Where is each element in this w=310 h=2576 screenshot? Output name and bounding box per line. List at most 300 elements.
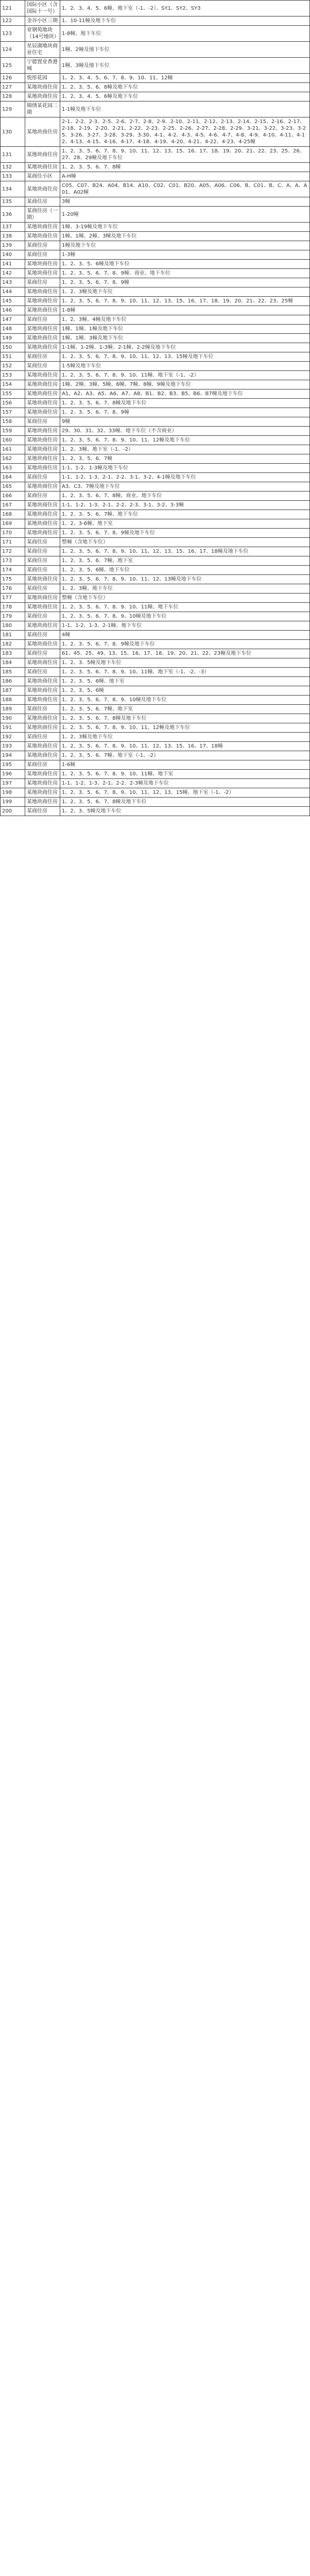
coverage-scope: 1、2、3幢、4幢及地下车位 [60,315,310,325]
row-number: 175 [1,575,25,584]
coverage-scope: 1、2、3、5、6、7、8、9、10、11、12、13、15幢、地下室（-1、-2） [60,788,310,798]
table-row [1,464,310,473]
coverage-scope: 1-1、1-2、1-3、2-1、2-2、2-3幢及地下车位 [60,779,310,788]
table-row [1,519,310,529]
row-number: 132 [1,163,25,172]
project-name: 某地块商住房 [25,742,60,751]
project-name: 某地块商住房 [25,464,60,473]
coverage-scope: 1、2、3、5、6幢、地下室 [60,677,310,686]
coverage-scope: 61、45、25、49、13、15、16、17、18、19、20、21、22、23幢及地下车位 [60,649,310,658]
row-number: 124 [1,42,25,58]
project-name: 某商住房 [25,584,60,594]
project-name: 悦彤花园 [25,74,60,83]
row-number: 123 [1,26,25,42]
coverage-scope: 1、2、3、5、6、7、8、9幢 [60,278,310,287]
table-row [1,631,310,640]
row-number: 140 [1,250,25,260]
row-number: 150 [1,343,25,352]
row-number: 170 [1,529,25,538]
coverage-scope: 29、30、31、32、33幢、地下车位（不含商业） [60,427,310,436]
project-name: 某商住房 [25,547,60,556]
coverage-scope: 1、2、3、5幢及地下车位 [60,807,310,816]
project-name: 某地块商住房 [25,343,60,352]
table-row [1,250,310,260]
project-name: 某地块商住房 [25,260,60,269]
project-name: 金谷小区三期 [25,16,60,26]
project-name: 某地块商住房 [25,658,60,668]
table-row [1,742,310,751]
row-number: 139 [1,241,25,250]
table-row [1,640,310,649]
row-number: 153 [1,371,25,380]
row-number: 138 [1,232,25,241]
table-body [1,1,310,816]
row-number: 182 [1,640,25,649]
coverage-scope: 1、2、3、5、6、7、8、9、10、11幢、地下室（-1、-2、-3） [60,668,310,677]
table-row [1,594,310,603]
project-name: 某商住房 [25,197,60,207]
row-number: 160 [1,436,25,445]
coverage-scope: 1、2、3、5、6、7、8、9、10、11幢、地下车位 [60,603,310,612]
row-number: 163 [1,464,25,473]
table-row [1,770,310,779]
project-name: 某地块商住房 [25,640,60,649]
coverage-scope: 1-1幢及地下车位 [60,101,310,117]
coverage-scope: 1、2、3、5幢及地下车位 [60,658,310,668]
table-row [1,445,310,454]
row-number: 151 [1,352,25,362]
coverage-scope: 1、2、3、5、6、7、8、9、10、11、12、13、15、16、17、18幢及地下车位 [60,547,310,556]
coverage-scope: 1、2、3、5、6、7幢、地下车位 [60,510,310,519]
row-number: 179 [1,612,25,621]
table-row [1,529,310,538]
table-row [1,278,310,287]
row-number: 157 [1,408,25,417]
table-row [1,492,310,501]
table-row [1,232,310,241]
row-number: 127 [1,83,25,92]
table-row [1,42,310,58]
coverage-scope: 1-1、1-2、1-3、2-1幢、地下车位 [60,621,310,631]
row-number: 192 [1,733,25,742]
coverage-scope: 1幢及地下车位 [60,241,310,250]
project-name: 某地块商住房 [25,788,60,798]
table-row [1,807,310,816]
project-name: 某地块商住房 [25,306,60,315]
coverage-scope: 1幢、2幢及地下车位 [60,42,310,58]
row-number: 148 [1,325,25,334]
table-row [1,408,310,417]
coverage-scope: 2-1、2-2、2-3、2-5、2-6、2-7、2-8、2-9、2-10、2-11、2-12、2-13、2-14、2-15、2-16、2-17、2-18、2-19、2-20、2-21、2-22、2-23、2-25、2-26、2-27、2-28、2-29、3-21、3-22、3-23、3-25、3-26、3-27、3-28、3-29、3-30、4-1、4-2、4-3、4-5、4-6、4-7、4-8、4-9、4-10、4-11、4-12、4-13、4-15、4-16、4-17、4-18、4-19、4-20、4-21、4-22、4-23、4-25幢 [60,117,310,147]
project-name: 某商住房 [25,807,60,816]
project-name: 某地块商住房 [25,686,60,696]
table-row [1,547,310,556]
table-row [1,510,310,519]
row-number: 158 [1,417,25,427]
table-row [1,58,310,74]
coverage-scope: 1幢、1幢、1幢及地下车位 [60,325,310,334]
coverage-scope: 1幢、3幢及地下车位 [60,58,310,74]
coverage-scope: 1、2、3、5、6、7、8、9幢、商业、地下车位 [60,269,310,278]
table-row [1,686,310,696]
coverage-scope: A1、A2、A3、A5、A6、A7、A8、B1、B2、B3、B5、B6、B7幢及地下车位 [60,389,310,399]
project-name: 国际小区（含国际十一号） [25,1,60,16]
row-number: 187 [1,686,25,696]
project-name: 某商住房 [25,760,60,770]
row-number: 197 [1,779,25,788]
project-name: 某地块商住房 [25,380,60,389]
table-row [1,181,310,197]
project-name: 某商住房 [25,566,60,575]
project-name: 某地块商住房 [25,287,60,297]
coverage-scope: 1、2、3、5、6幢及地下车位 [60,260,310,269]
coverage-scope: 1、2、3、5、6、7、8、9、10、11、12幢及地下车位 [60,723,310,733]
coverage-scope: A3、C3、7幢及地下车位 [60,482,310,492]
project-name: 某商住房 [25,362,60,371]
coverage-scope: 1、2、3、5、6、7幢、地下室 [60,556,310,566]
row-number: 189 [1,705,25,714]
coverage-scope: 1-1、1-2、1-3、2-1、2-2、2-3、3-1、3-2、3-3幢 [60,501,310,510]
project-name: 某商住房 [25,705,60,714]
project-name: 某地块商住房 [25,696,60,705]
row-number: 149 [1,334,25,343]
table-row [1,473,310,482]
row-number: 145 [1,297,25,306]
table-row [1,677,310,686]
table-row [1,297,310,306]
row-number: 144 [1,287,25,297]
project-name: 某地块商住房 [25,798,60,807]
table-row [1,223,310,232]
project-name: 某地块商住房 [25,147,60,163]
table-row [1,658,310,668]
row-number: 164 [1,473,25,482]
coverage-scope: 1-8幢、地下车位 [60,26,310,42]
table-row [1,668,310,677]
project-name: 某商住房 [25,492,60,501]
coverage-scope: 1、2、3幢及地下车位 [60,733,310,742]
coverage-scope: 1、2、3、5、6、7、8幢及地下车位 [60,798,310,807]
table-row [1,172,310,181]
project-name: 某地块商住房 [25,445,60,454]
table-row [1,566,310,575]
row-number: 143 [1,278,25,287]
row-number: 168 [1,510,25,519]
table-row [1,723,310,733]
row-number: 183 [1,649,25,658]
table-row [1,380,310,389]
row-number: 154 [1,380,25,389]
row-number: 196 [1,770,25,779]
project-name: 某地块商住房 [25,454,60,464]
table-row [1,454,310,464]
coverage-scope: 整幢（含地下车位） [60,538,310,547]
project-name: 某地块商住房 [25,501,60,510]
coverage-scope: 1-20幢 [60,207,310,223]
project-name: 某地块商住房 [25,510,60,519]
coverage-scope: 1、2、3、5、6、7、8、9、10幢及地下车位 [60,696,310,705]
table-row [1,779,310,788]
row-number: 191 [1,723,25,733]
coverage-scope: 1、2、3、5、6、7、8、9、10、11、12幢及地下车位 [60,436,310,445]
table-row [1,207,310,223]
row-number: 172 [1,547,25,556]
row-number: 152 [1,362,25,371]
row-number: 161 [1,445,25,454]
coverage-scope: 1、2、3、5、6、7、8、9、10、11、12、13、15、16、17、18幢 [60,742,310,751]
project-name: 某地块商住房 [25,779,60,788]
coverage-scope: 1-1幢、1-2幢、1-3幢、2-1幢、2-2幢及地下车位 [60,343,310,352]
project-name: 某商住房 [25,649,60,658]
row-number: 185 [1,668,25,677]
table-row [1,556,310,566]
project-name: 某地块商住房 [25,399,60,408]
row-number: 194 [1,751,25,760]
table-row [1,584,310,594]
project-name: 某地块商住房 [25,334,60,343]
row-number: 169 [1,519,25,529]
table-row [1,751,310,760]
table-row [1,621,310,631]
project-name: 某地块商住房 [25,181,60,197]
row-number: 178 [1,603,25,612]
project-name: 某商住房 [25,250,60,260]
row-number: 146 [1,306,25,315]
row-number: 126 [1,74,25,83]
coverage-scope: 1-6幢 [60,760,310,770]
project-name: 某商住房 [25,538,60,547]
table-row [1,241,310,250]
table-row [1,714,310,723]
coverage-scope: 1幢、1幢、2幢、3幢及地下车位 [60,232,310,241]
table-row [1,1,310,16]
table-row [1,603,310,612]
coverage-scope: 1、2、3、5、6、7、8、9、10、11、12、13、15、16、17、18、19、20、21、22、23、25、26、27、28、29幢及地下车位 [60,147,310,163]
table-row [1,325,310,334]
project-name: 某地块商住房 [25,621,60,631]
table-row [1,260,310,269]
table-row [1,315,310,325]
table-row [1,538,310,547]
project-list-table [0,0,310,816]
row-number: 174 [1,566,25,575]
coverage-scope: 1、2、3、4、5、6幢及地下车位 [60,92,310,101]
coverage-scope: 1、2、3、5、6、7、8、9幢及地下车位 [60,640,310,649]
row-number: 199 [1,798,25,807]
table-row [1,733,310,742]
coverage-scope: 1、2、3幢及地下车位 [60,287,310,297]
project-name: 某地块商住房 [25,482,60,492]
row-number: 176 [1,584,25,594]
coverage-scope: 1、2、3、5、6、7幢、地下室（-1、-2） [60,751,310,760]
table-row [1,16,310,26]
project-name: 某商住房（一期） [25,207,60,223]
table-row [1,389,310,399]
coverage-scope: 1、10-11幢及地下车位 [60,16,310,26]
table-row [1,788,310,798]
row-number: 131 [1,147,25,163]
coverage-scope: 1、2、3、5、6、7、8、9幢 [60,408,310,417]
row-number: 155 [1,389,25,399]
coverage-scope: 1-8幢 [60,306,310,315]
coverage-scope: 1、2、3、5、6、7、8、9、10、11、12、13幢及地下车位 [60,575,310,584]
coverage-scope: 1、2、3、5、6、7、8、9、10、11、12、13、15、16、17、18、19、20、21、22、23、25幢 [60,297,310,306]
row-number: 128 [1,92,25,101]
row-number: 198 [1,788,25,798]
coverage-scope: 1-1、1-2、1-3幢及地下车位 [60,464,310,473]
coverage-scope: 1、2、3、5、6、7、8、9幢及地下车位 [60,529,310,538]
table-row [1,287,310,297]
project-name: 亚钢苑地块（14号地块） [25,26,60,42]
project-name: 某地块商住房 [25,603,60,612]
project-name: 某商住房 [25,278,60,287]
row-number: 141 [1,260,25,269]
row-number: 162 [1,454,25,464]
coverage-scope: 1幢、1幢、3幢及地下车位 [60,334,310,343]
row-number: 184 [1,658,25,668]
row-number: 129 [1,101,25,117]
coverage-scope: 1、2、3、5、6、7、8、9、10、11幢、地下室 [60,770,310,779]
row-number: 121 [1,1,25,16]
row-number: 165 [1,482,25,492]
coverage-scope: 1、2、3、5、6、7、8幢及地下车位 [60,399,310,408]
project-name: 某地块商住房 [25,436,60,445]
project-name: 某商住房 [25,352,60,362]
row-number: 177 [1,594,25,603]
table-row [1,74,310,83]
project-name: 某商住房 [25,612,60,621]
coverage-scope: 1、2、3、5、6幢、地下车位 [60,566,310,575]
table-row [1,612,310,621]
coverage-scope: 1、2、3幢、地下车位 [60,584,310,594]
coverage-scope: 整幢（含地下车位） [60,594,310,603]
table-row [1,197,310,207]
table-row [1,696,310,705]
table-row [1,427,310,436]
project-name: 某地块商住房 [25,723,60,733]
table-row [1,575,310,584]
coverage-scope: 1、2、3幢、地下室（-1、-2） [60,445,310,454]
project-name: 某地块商住房 [25,594,60,603]
coverage-scope: 1、2、3、5、6幢 [60,686,310,696]
coverage-scope: C05、C07、B24、A04、B14、A10、C02、C01、B20、A05、A06、C06、B、C01、B、C、A、A、A01、A02幢 [60,181,310,197]
table-row [1,482,310,492]
coverage-scope: 1、2、3、4、5、6幢、地下室（-1、-2）、SY1、SY2、SY3 [60,1,310,16]
table-row [1,436,310,445]
coverage-scope: 9幢 [60,417,310,427]
coverage-scope: 1、2、3、5、6、7、8幢、商业、地下车位 [60,492,310,501]
row-number: 167 [1,501,25,510]
row-number: 134 [1,181,25,197]
row-number: 137 [1,223,25,232]
coverage-scope: A-H幢 [60,172,310,181]
table-row [1,501,310,510]
row-number: 142 [1,269,25,278]
project-name: 某商住房 [25,556,60,566]
row-number: 147 [1,315,25,325]
project-name: 某地块商住房 [25,163,60,172]
row-number: 200 [1,807,25,816]
row-number: 190 [1,714,25,723]
project-name: 某地块商住房 [25,389,60,399]
coverage-scope: 1、2、3、5、6、7、8、9、10、11幢、地下室（-1、-2） [60,371,310,380]
project-name: 某地块商住房 [25,325,60,334]
project-name: 某商住房 [25,315,60,325]
coverage-scope: 1、2、3、5、6、7幢 [60,454,310,464]
row-number: 186 [1,677,25,686]
project-name: 某地块商住房 [25,83,60,92]
project-name: 某地块商住房 [25,519,60,529]
project-name: 某地块商住房 [25,297,60,306]
project-name: 某地块商住房 [25,677,60,686]
table-row [1,371,310,380]
table-row [1,26,310,42]
table-row [1,760,310,770]
table-row [1,92,310,101]
coverage-scope: 1、2、3、5、6、7幢、地下室 [60,705,310,714]
table-row [1,269,310,278]
project-name: 某地块商住房 [25,92,60,101]
table-row [1,399,310,408]
project-name: 某地块商住房 [25,117,60,147]
project-name: 某商住房 [25,473,60,482]
table-row [1,147,310,163]
row-number: 180 [1,621,25,631]
coverage-scope: 1、2、3、5、6、8幢及地下车位 [60,83,310,92]
table-row [1,352,310,362]
project-name: 某地块商住房 [25,371,60,380]
project-name: 某商住小区 [25,172,60,181]
row-number: 136 [1,207,25,223]
table-row [1,343,310,352]
project-name: 某地块商住房 [25,714,60,723]
row-number: 188 [1,696,25,705]
project-name: 某商住房 [25,631,60,640]
table-row [1,334,310,343]
coverage-scope: 1、2、3、5、6、7、8、9、10、11、12、13、15幢及地下车位 [60,352,310,362]
table-row [1,798,310,807]
project-name: 某地块商住房 [25,269,60,278]
row-number: 195 [1,760,25,770]
table-row [1,362,310,371]
coverage-scope: 1-5幢及地下车位 [60,362,310,371]
project-name: 某地块商住房 [25,427,60,436]
table-row [1,101,310,117]
row-number: 133 [1,172,25,181]
project-name: 星辰湖地块商业住宅 [25,42,60,58]
coverage-scope: 1-3幢 [60,250,310,260]
row-number: 159 [1,427,25,436]
table-row [1,83,310,92]
row-number: 173 [1,556,25,566]
project-name: 某地块商住房 [25,529,60,538]
project-name: 某地块商住房 [25,751,60,760]
table-row [1,417,310,427]
project-name: 某地块商住房 [25,770,60,779]
row-number: 122 [1,16,25,26]
project-name: 某商住房 [25,668,60,677]
row-number: 135 [1,197,25,207]
project-name: 宁德置业香港城 [25,58,60,74]
project-name: 某地块商住房 [25,575,60,584]
project-name: 某地块商住房 [25,408,60,417]
coverage-scope: 1幢、3-19幢及地下车位 [60,223,310,232]
project-name: 某地块商住房 [25,223,60,232]
row-number: 125 [1,58,25,74]
table-row [1,306,310,315]
coverage-scope: 1、2、3、5、6、7、8幢 [60,163,310,172]
project-name: 某商住房 [25,733,60,742]
